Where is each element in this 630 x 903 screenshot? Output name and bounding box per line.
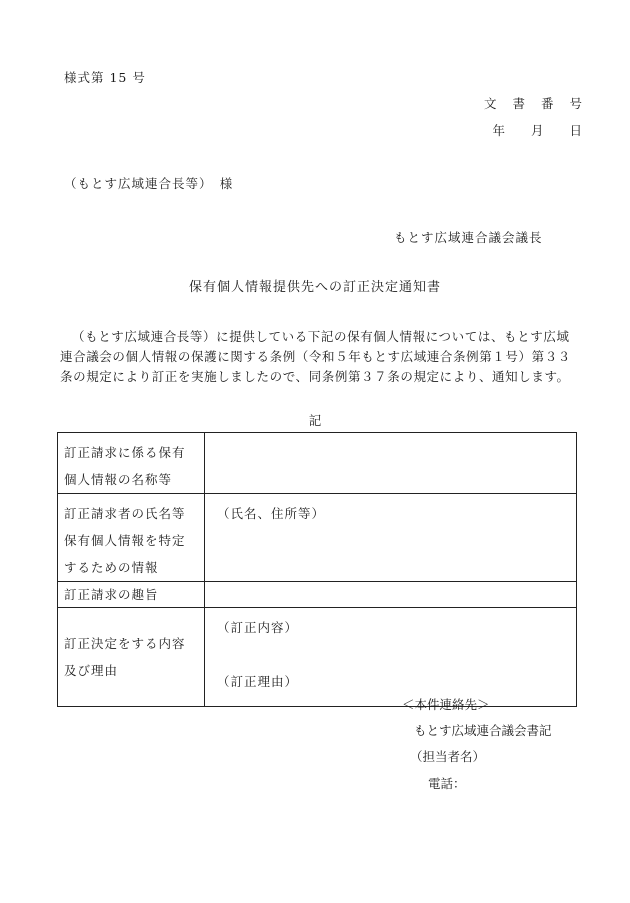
row-label-purpose [58, 582, 205, 608]
date-year: 年 [492, 123, 505, 138]
row-label-decision [58, 608, 205, 707]
addressee: （もとす広域連合長等） 様 [64, 176, 234, 191]
row-label-requester [58, 494, 205, 582]
table-row [58, 582, 577, 608]
table-row [58, 494, 577, 582]
row-value-requester: （氏名、住所等） [205, 494, 577, 582]
contact-office: もとす広域連合議会書記 [414, 723, 552, 738]
contact-person: （担当者名） [410, 749, 486, 764]
ki-marker: 記 [308, 413, 322, 428]
label-line: 訂正請求に係る保有 [64, 445, 186, 460]
correction-reason: （訂正理由） [217, 674, 299, 689]
contact-phone: 電話： [428, 776, 466, 791]
sender: もとす広域連合議会議長 [394, 230, 543, 245]
document-title: 保有個人情報提供先への訂正決定通知書 [188, 280, 441, 295]
document-number-label [484, 94, 582, 112]
details-table [57, 432, 577, 707]
label-line: 及び理由 [64, 663, 119, 678]
doc-number-char: 号 [569, 96, 582, 111]
doc-number-char: 書 [512, 96, 525, 111]
row-value-decision [205, 608, 577, 707]
contact-heading: ＜本件連絡先＞ [402, 697, 490, 712]
correction-content: （訂正内容） [217, 620, 299, 635]
row-value-target-info [205, 433, 577, 494]
label-line: 個人情報の名称等 [64, 472, 173, 487]
date-month: 月 [530, 123, 544, 138]
label-line: 訂正請求者の氏名等 [64, 506, 186, 521]
label-line: 訂正請求の趣旨 [64, 587, 159, 602]
label-line: 保有個人情報を特定 [64, 533, 186, 548]
table-row [58, 608, 577, 707]
date-line [492, 121, 582, 139]
form-number: 様式第 15 号 [64, 70, 146, 85]
row-value-purpose [205, 582, 577, 608]
label-line: 訂正決定をする内容 [64, 636, 186, 651]
row-label-target-info [58, 433, 205, 494]
body-paragraph: （もとす広域連合長等）に提供している下記の保有個人情報については、もとす広域連合議会の個人情報の保護に関する条例（令和５年もとす広域連合条例第１号）第３３条の規定により訂正を実施しましたので、同条例第３７条の規定により、通知します。 [60, 329, 571, 384]
doc-number-char: 番 [540, 96, 554, 111]
label-line: するための情報 [64, 560, 159, 575]
doc-number-char: 文 [483, 96, 497, 111]
date-day: 日 [569, 123, 582, 138]
table-row [58, 433, 577, 494]
